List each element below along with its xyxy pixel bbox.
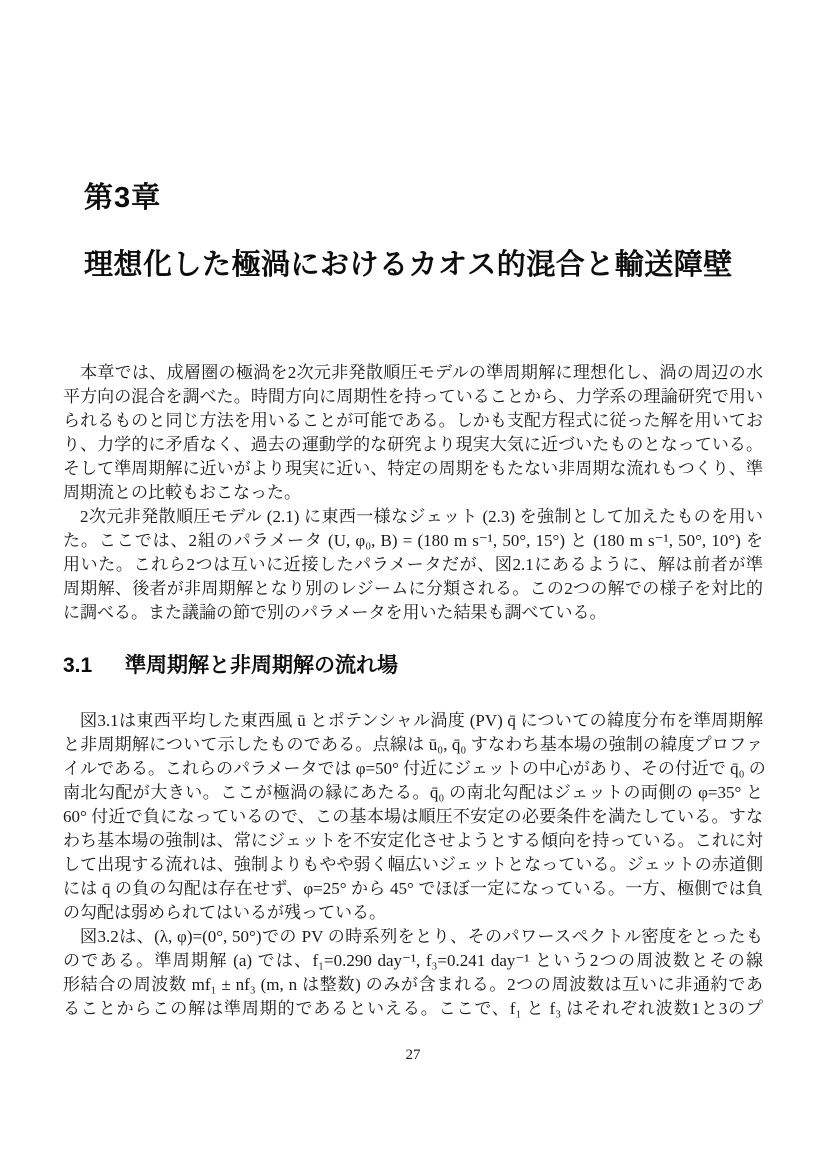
text-line: 南北勾配が大きい。ここが極渦の縁にあたる。q̄₀ の南北勾配はジェットの両側の φ=35° と (63, 783, 763, 802)
text-line: 図3.1は東西平均した東西風 ū とポテンシャル渦度 (PV) q̄ についての緯度分布を準周期解 (80, 711, 763, 730)
text-line: 周期解、後者が非周期解となり別のレジームに分類される。この2つの解での様子を対比的 (63, 579, 763, 598)
chapter-title: 理想化した極渦におけるカオス的混合と輸送障壁 (84, 249, 733, 281)
text-line: には q̄ の負の勾配は存在せず、φ=25° から 45° でほぼ一定になっている。一方、極側では負 (63, 879, 763, 898)
paragraph (63, 709, 766, 925)
text-line: られるものと同じ方法を用いることが可能である。しかも支配方程式に従った解を用いてお (63, 411, 763, 430)
text-line: わち基本場の強制は、常にジェットを不安定化させようとする傾向を持っている。これに対 (63, 831, 763, 850)
intro-paragraphs (63, 361, 763, 625)
text-line: 2次元非発散順圧モデル (2.1) に東西一様なジェット (2.3) を強制として加えたものを用い (80, 507, 763, 526)
text-line: 平方向の混合を調べた。時間方向に周期性を持っていることから、力学系の理論研究で用い (63, 387, 763, 406)
text-line: の勾配は弱められてはいるが残っている。 (63, 903, 386, 922)
text-line: 周期流との比較もおこなった。 (63, 483, 301, 502)
text-line: 図3.2は、(λ, φ)=(0°, 50°)での PV の時系列をとり、そのパワースペクトル密度をとったも (80, 927, 763, 946)
section-heading (63, 652, 398, 680)
text-line: と非周期解について示したものである。点線は ū₀, q̄₀ すなわち基本場の強制の緯度プロファ (63, 735, 763, 754)
paragraph (63, 361, 763, 505)
text-line: して出現する流れは、強制よりもやや弱く幅広いジェットとなっている。ジェットの赤道側 (63, 855, 763, 874)
text-line: に調べる。また議論の節で別のパラメータを用いた結果も調べている。 (63, 603, 607, 622)
paragraph (63, 925, 763, 1021)
paragraph (63, 505, 763, 625)
text-line: 形結合の周波数 mf₁ ± nf₃ (m, n は整数) のみが含まれる。2つの周波数は互いに非通約であ (63, 975, 763, 994)
text-line: 60° 付近で負になっているので、この基本場は順圧不安定の必要条件を満たしている。すな (63, 807, 763, 826)
section-title: 準周期解と非周期解の流れ場 (125, 654, 398, 677)
section-number: 3.1 (63, 654, 93, 677)
text-line: そして準周期解に近いがより現実に近い、特定の周期をもたない非周期な流れもつくり、準 (63, 459, 763, 478)
text-line: のである。準周期解 (a) では、f₁=0.290 day⁻¹, f₃=0.241 day⁻¹ という2つの周波数とその線 (63, 951, 763, 970)
text-line: 用いた。これら2つは互いに近接したパラメータだが、図2.1にあるように、解は前者が準 (63, 555, 763, 574)
page-number: 27 (405, 1047, 421, 1063)
text-line: ることからこの解は準周期的であるといえる。ここで、f₁ と f₃ はそれぞれ波数1と3のプ (63, 999, 763, 1018)
chapter-number: 第3章 (84, 182, 162, 214)
section-paragraphs (63, 709, 766, 1021)
text-line: イルである。これらのパラメータでは φ=50° 付近にジェットの中心があり、その付近で q̄₀ の (63, 759, 766, 778)
text-line: 本章では、成層圏の極渦を2次元非発散順圧モデルの準周期解に理想化し、渦の周辺の水 (80, 363, 763, 382)
text-line: り、力学的に矛盾なく、過去の運動学的な研究より現実大気に近づいたものとなっている。 (63, 435, 763, 454)
text-line: た。ここでは、2組のパラメータ (U, φ₀, B) = (180 m s⁻¹, 50°, 15°) と (180 m s⁻¹, 50°, 10°) を (63, 531, 763, 550)
